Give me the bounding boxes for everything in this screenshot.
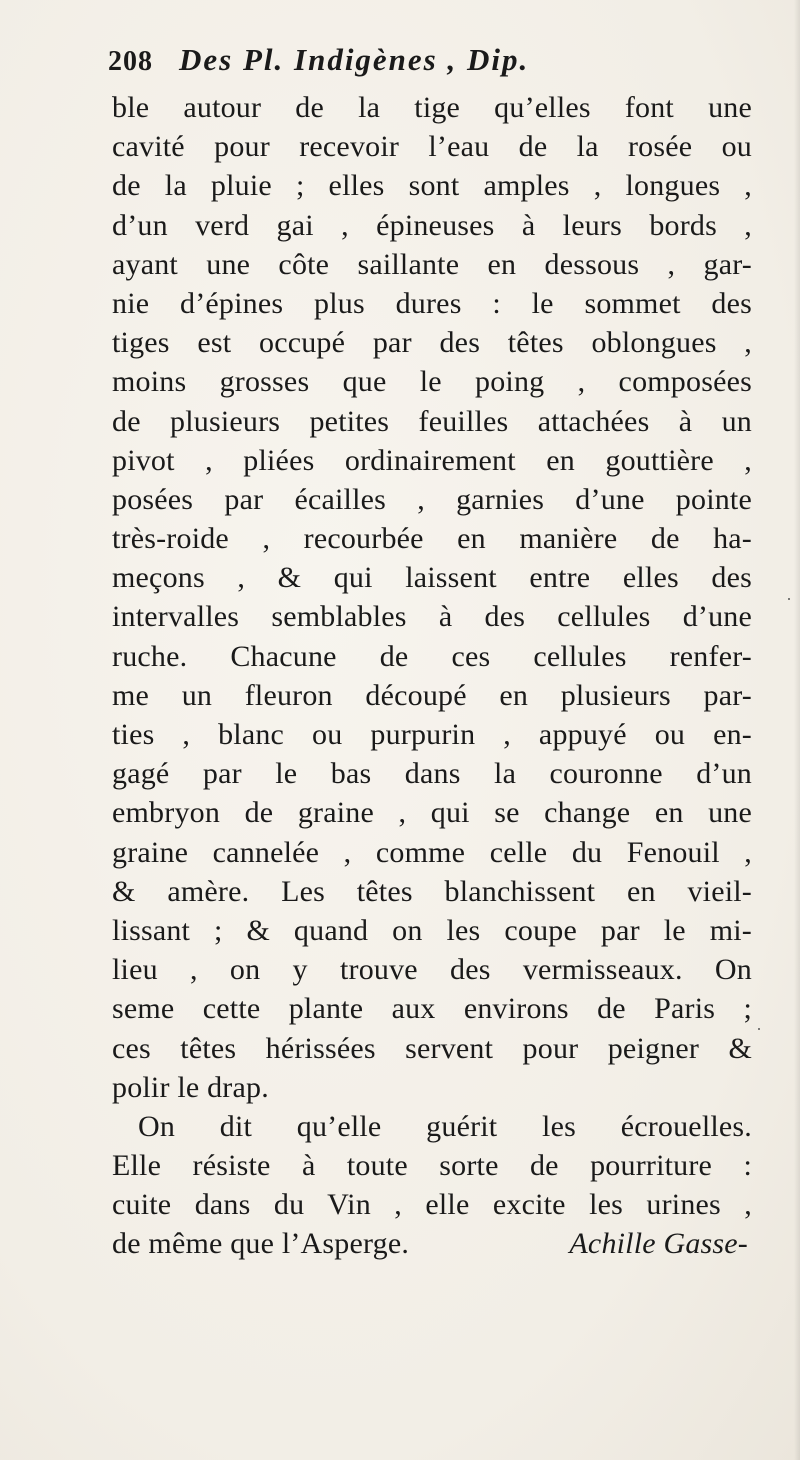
text-line: ble autour de la tige qu’elles font une	[112, 91, 752, 124]
text-line: ties , blanc ou purpurin , appuyé ou en-	[112, 718, 752, 751]
text-line: ces têtes hérissées servent pour peigner &	[112, 1031, 752, 1065]
text-line: ayant une côte saillante en dessous , gar-	[112, 247, 752, 281]
text-line: gagé par le bas dans la couronne d’un	[112, 757, 752, 791]
running-head	[108, 42, 748, 86]
text-line: Elle résiste à toute sorte de pourriture :	[112, 1149, 752, 1183]
text-line-paragraph-end: polir le drap.	[112, 1070, 269, 1104]
catchword: Achille Gasse-	[569, 1227, 748, 1261]
text-line: d’un verd gai , épineuses à leurs bords ,	[112, 208, 752, 242]
text-line: tiges est occupé par des têtes oblongues ,	[112, 326, 752, 360]
text-line: de la pluie ; elles sont amples , longues ,	[112, 169, 752, 203]
text-line: cuite dans du Vin , elle excite les urines ,	[112, 1188, 752, 1222]
text-line: cavité pour recevoir l’eau de la rosée ou	[112, 130, 752, 164]
text-line: embryon de graine , qui se change en une	[112, 796, 752, 830]
text-line: moins grosses que le poing , composées	[112, 365, 752, 399]
text-line: seme cette plante aux environs de Paris ;	[112, 992, 752, 1026]
text-line: posées par écailles , garnies d’une pointe	[112, 482, 752, 516]
running-head-title: Des Pl. Indigènes , Dip.	[179, 42, 530, 77]
text-line: ruche. Chacune de ces cellules renfer-	[112, 639, 752, 673]
text-line: me un fleuron découpé en plusieurs par-	[112, 678, 752, 712]
body-text	[112, 88, 752, 1264]
text-line-with-catchword	[112, 1224, 752, 1263]
text-line-paragraph-start: On dit qu’elle guérit les écrouelles.	[138, 1109, 752, 1143]
text-line: nie d’épines plus dures : le sommet des	[112, 286, 752, 320]
text-line: de plusieurs petites feuilles attachées à un	[112, 404, 752, 438]
page-number: 208	[108, 46, 153, 77]
text-line: pivot , pliées ordinairement en gouttière ,	[112, 443, 752, 477]
paper-speck	[758, 1028, 760, 1030]
page-edge-shadow	[794, 0, 800, 1460]
text-line: & amère. Les têtes blanchissent en vieil-	[112, 874, 752, 908]
text-line: intervalles semblables à des cellules d’une	[112, 600, 752, 634]
paper-speck	[788, 598, 790, 600]
text-line: lieu , on y trouve des vermisseaux. On	[112, 953, 752, 987]
text-line: lissant ; & quand on les coupe par le mi-	[112, 913, 752, 947]
text-line: de même que l’Asperge.	[112, 1227, 410, 1261]
text-line: très-roide , recourbée en manière de ha-	[112, 522, 752, 556]
text-line: meçons , & qui laissent entre elles des	[112, 561, 752, 595]
text-line: graine cannelée , comme celle du Fenouil ,	[112, 835, 752, 869]
